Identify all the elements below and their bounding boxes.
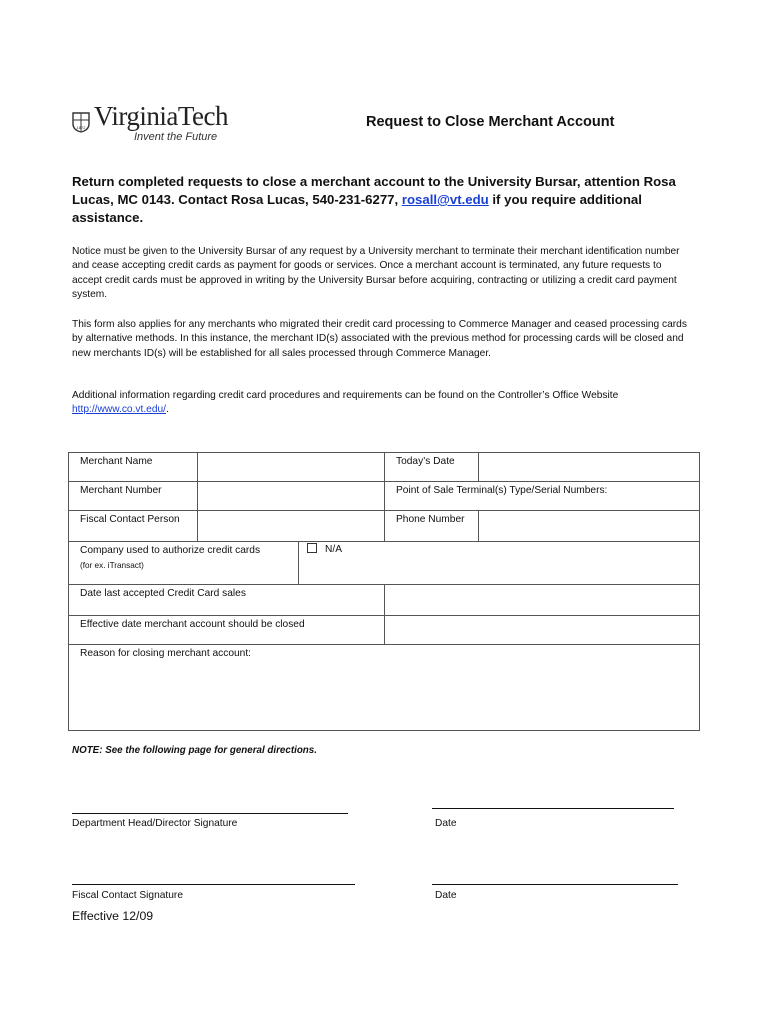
na-label: N/A: [325, 544, 342, 555]
controller-website-link[interactable]: http://www.co.vt.edu/: [72, 404, 166, 416]
svg-text:1872: 1872: [76, 125, 86, 130]
additional-info-period: .: [166, 404, 169, 416]
fiscal-contact-label: Fiscal Contact Person: [68, 510, 198, 542]
pos-terminal-label: Point of Sale Terminal(s) Type/Serial Numbers:: [396, 485, 608, 496]
fiscal-contact-signature-label: Fiscal Contact Signature: [72, 890, 183, 901]
additional-info-paragraph: [72, 389, 692, 418]
phone-number-field[interactable]: [478, 510, 700, 542]
date-label-2: Date: [435, 890, 457, 901]
note-text: NOTE: See the following page for general directions.: [72, 745, 317, 756]
date-last-sales-field[interactable]: [384, 584, 700, 616]
merchant-name-label: Merchant Name: [68, 452, 198, 482]
effective-date-footer: Effective 12/09: [72, 909, 154, 923]
todays-date-field[interactable]: [478, 452, 700, 482]
intro-text-prefix: Return completed requests to close a merchant account to the University Bursar, attention Rosa Lucas, MC 0143. Contact Rosa Lucas, 540-231-6277,: [72, 174, 676, 207]
dept-head-signature-line[interactable]: [72, 813, 348, 814]
company-authorize-label-cell: [68, 541, 299, 585]
merchant-number-field[interactable]: [197, 481, 385, 511]
effective-date-label: Effective date merchant account should be closed: [68, 615, 385, 645]
reason-field[interactable]: [68, 644, 700, 731]
virginia-tech-shield-icon: [72, 112, 90, 133]
company-authorize-label: Company used to authorize credit cards: [80, 545, 261, 556]
notice-paragraph: Notice must be given to the University Bursar of any request by a University merchant to terminate their merchant identification number and cease accepting credit cards as payment for goods or services. Once a merchant account is terminated, any future requests to accept credit cards must be approved in writing by the University Bursar before acquiring, contracting or utilizing a credit card payment system.: [72, 246, 680, 301]
merchant-number-label: Merchant Number: [68, 481, 198, 511]
merchant-name-field[interactable]: [197, 452, 385, 482]
reason-label: Reason for closing merchant account:: [80, 648, 252, 659]
fiscal-contact-signature-line[interactable]: [72, 884, 355, 885]
date-line-1[interactable]: [432, 808, 674, 809]
date-label-1: Date: [435, 818, 457, 829]
na-checkbox[interactable]: [307, 543, 317, 553]
logo-tagline: Invent the Future: [134, 131, 218, 143]
phone-number-label: Phone Number: [384, 510, 479, 542]
date-line-2[interactable]: [432, 884, 678, 885]
company-example-label: (for ex. iTransact): [80, 561, 144, 570]
date-last-sales-label: Date last accepted Credit Card sales: [68, 584, 385, 616]
page-title: Request to Close Merchant Account: [366, 114, 615, 130]
dept-head-signature-label: Department Head/Director Signature: [72, 818, 238, 829]
contact-email-link[interactable]: rosall@vt.edu: [401, 192, 489, 207]
todays-date-label: Today’s Date: [384, 452, 479, 482]
virginia-tech-wordmark: VirginiaTech: [94, 101, 228, 131]
company-authorize-field[interactable]: [298, 541, 700, 585]
effective-date-field[interactable]: [384, 615, 700, 645]
intro-text-suffix: if you require additional assistance.: [72, 192, 642, 225]
commerce-manager-paragraph: This form also applies for any merchants who migrated their credit card processing to Commerce Manager and ceased processing cards by alternative methods. In this instance, the merchant ID(s) associated with the previous method for processing cards will be closed and new merchants ID(s) will be established for all sales processed through Commerce Manager.: [72, 319, 687, 359]
intro-instructions: [72, 173, 702, 227]
additional-info-text: Additional information regarding credit card procedures and requirements can be found on the Controller’s Office Website: [72, 390, 619, 401]
fiscal-contact-field[interactable]: [197, 510, 385, 542]
pos-terminal-field[interactable]: [384, 481, 700, 511]
